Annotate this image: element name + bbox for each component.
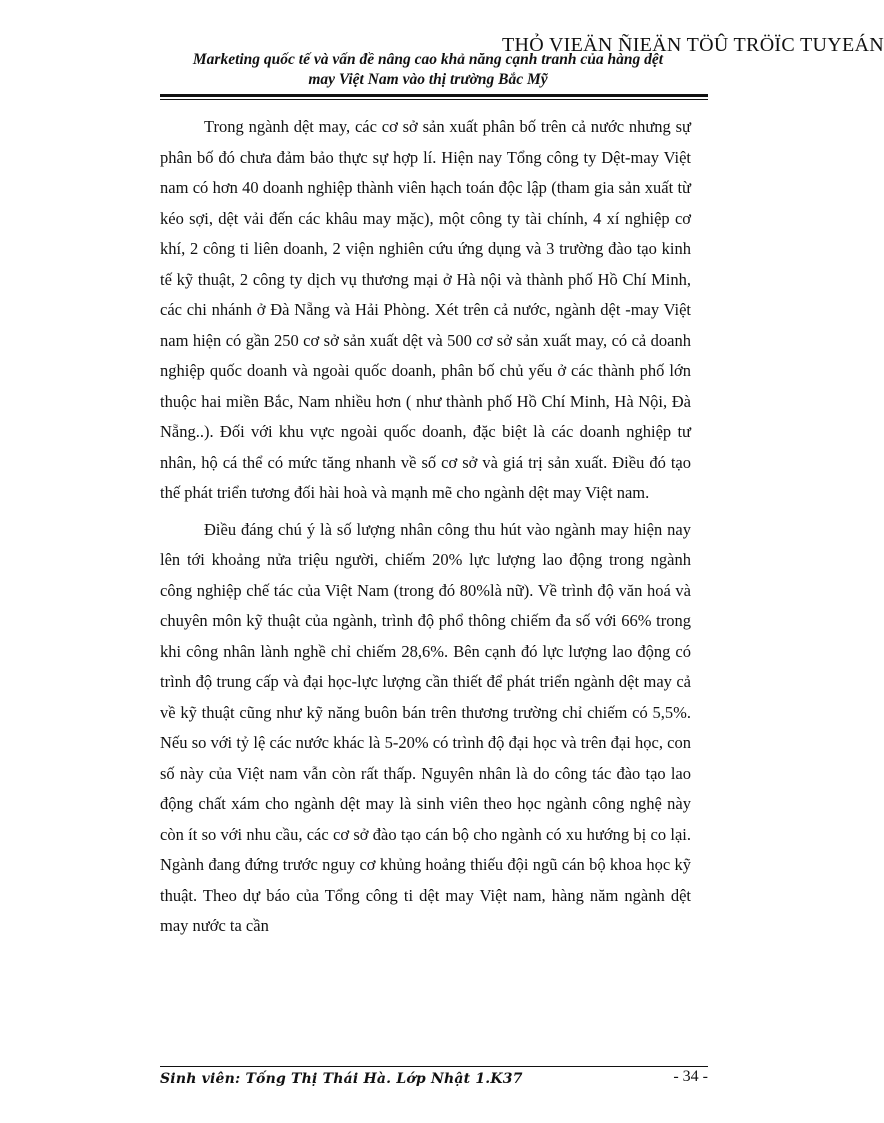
header-title-line-2: may Việt Nam vào thị trường Bắc Mỹ (308, 71, 548, 88)
body-paragraph-1: Trong ngành dệt may, các cơ sở sản xuất phân bố trên cả nước nhưng sự phân bố đó chưa đảm bảo thực sự hợp lí. Hiện nay Tổng công ty Dệt-may Việt nam có hơn 40 doanh nghiệp thành viên hạch toán độc lập (tham gia sản xuất từ kéo sợi, dệt vải đến các khâu may mặc), một công ty tài chính, 4 xí nghiệp cơ khí, 2 công ti liên doanh, 2 viện nghiên cứu ứng dụng và 3 trường đào tạo kinh tế kỹ thuật, 2 công ty dịch vụ thương mại ở Hà nội và thành phố Hồ Chí Minh, các chi nhánh ở Đà Nẵng và Hải Phòng. Xét trên cả nước, ngành dệt -may Việt nam hiện có gần 250 cơ sở sản xuất dệt và 500 cơ sở sản xuất may, có cả doanh nghiệp quốc doanh và ngoài quốc doanh, phân bố chủ yếu ở các thành phố lớn thuộc hai miền Bắc, Nam nhiều hơn ( như thành phố Hồ Chí Minh, Hà Nội, Đà Nẵng..). Đối với khu vực ngoài quốc doanh, đặc biệt là các doanh nghiệp tư nhân, hộ cá thể có mức tăng nhanh về số cơ sở và giá trị sản xuất. Điều đó tạo thế phát triển tương đối hài hoà và mạnh mẽ cho ngành dệt may Việt nam. (160, 117, 691, 502)
footer-rule (160, 1066, 708, 1067)
footer-student-info: Sinh viên: Tống Thị Thái Hà. Lớp Nhật 1.K37 (160, 1071, 523, 1087)
header-rule-thick (160, 94, 708, 97)
page-header (148, 50, 708, 90)
page-number: - 34 - (673, 1068, 708, 1085)
body-text (160, 112, 691, 948)
body-paragraph-2: Điều đáng chú ý là số lượng nhân công thu hút vào ngành may hiện nay lên tới khoảng nửa triệu người, chiếm 20% lực lượng lao động trong ngành công nghiệp chế tác của Việt Nam (trong đó 80%là nữ). Về trình độ văn hoá và chuyên môn kỹ thuật của ngành, trình độ phổ thông chiếm đa số với 66% trong khi công nhân lành nghề chỉ chiếm 28,6%. Bên cạnh đó lực lượng lao động có trình độ trung cấp và đại học-lực lượng cần thiết để phát triển ngành dệt may cả về kỹ thuật cũng như kỹ năng buôn bán trên thương trường chỉ chiếm có 5,5%. Nếu so với tỷ lệ các nước khác là 5-20% có trình độ đại học và trên đại học, con số này của Việt nam vẫn còn rất thấp. Nguyên nhân là do công tác đào tạo lao động chất xám cho ngành dệt may là sinh viên theo học ngành công nghệ này còn ít so với nhu cầu, các cơ sở đào tạo cán bộ cho ngành có xu hướng bị co lại. Ngành đang đứng trước nguy cơ khủng hoảng thiếu đội ngũ cán bộ khoa học kỹ thuật. Theo dự báo của Tổng công ti dệt may Việt nam, hàng năm ngành dệt may nước ta cần (160, 519, 691, 935)
header-rule-thin (160, 99, 708, 100)
header-title-line-1: Marketing quốc tế và vấn đề nâng cao khả năng cạnh tranh của hàng dệt (192, 51, 664, 68)
watermark-text: THỎ VIEÄN ÑIEÄN TÖÛ TRÖÏC TUYEÁN (502, 34, 884, 56)
